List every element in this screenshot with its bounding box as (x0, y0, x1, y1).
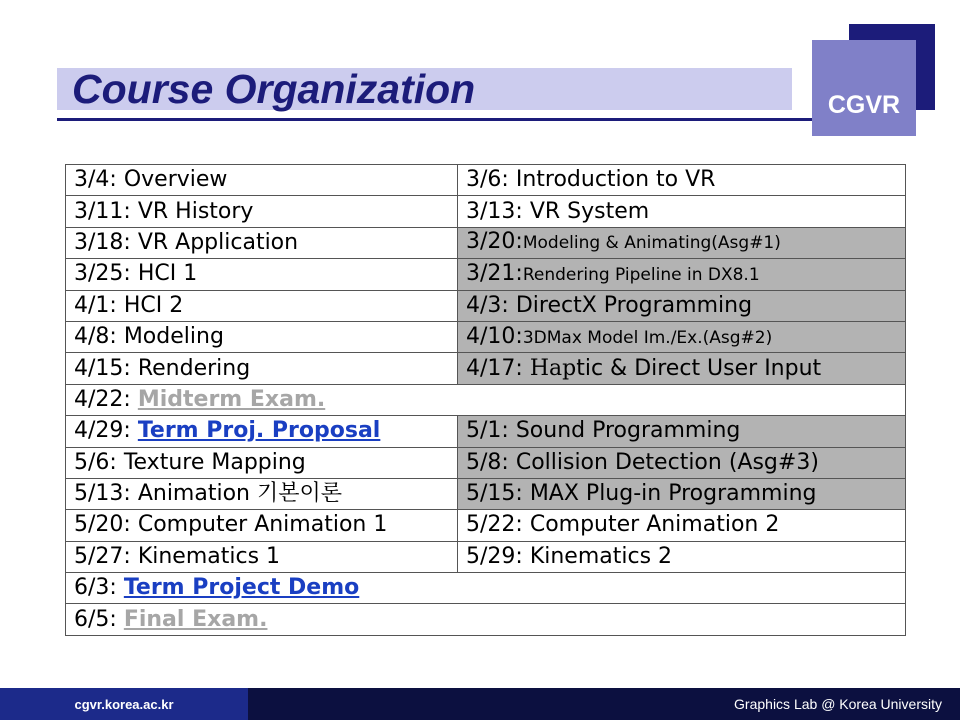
session-date: 5/29: (466, 543, 523, 569)
table-row (66, 604, 906, 635)
final-exam-link[interactable]: Final Exam. (123, 606, 268, 632)
session-topic: Kinematics 2 (529, 543, 673, 569)
term-project-demo-link[interactable]: Term Project Demo (123, 575, 360, 601)
schedule-cell-right (458, 321, 906, 352)
schedule-cell-right (458, 416, 906, 447)
schedule-cell-left (66, 353, 458, 384)
schedule-cell-right (458, 541, 906, 572)
session-date: 4/8: (74, 324, 117, 350)
schedule-cell-wide (66, 573, 906, 604)
schedule-table (65, 164, 906, 636)
session-date: 5/6: (74, 449, 117, 475)
session-date: 3/20: (466, 229, 523, 255)
session-date: 4/29: (74, 418, 131, 444)
session-topic-part: Hap (529, 355, 577, 381)
session-date: 4/1: (74, 292, 117, 318)
session-date: 6/3: (74, 575, 117, 601)
schedule-cell-right (458, 259, 906, 290)
schedule-cell-right (458, 353, 906, 384)
session-date: 4/22: (74, 386, 131, 412)
table-row (66, 573, 906, 604)
footer-credit: Graphics Lab @ Korea University (734, 696, 942, 712)
session-date: 3/4: (74, 167, 117, 193)
schedule-cell-left (66, 259, 458, 290)
session-date: 5/15: (466, 481, 523, 507)
session-topic: Kinematics 1 (137, 543, 281, 569)
session-date: 5/8: (466, 449, 509, 475)
footer-bar (0, 688, 960, 720)
table-row (66, 321, 906, 352)
schedule-cell-left (66, 290, 458, 321)
schedule-cell-left (66, 196, 458, 227)
session-date: 5/27: (74, 543, 131, 569)
session-date: 3/6: (466, 167, 509, 193)
slide-title: Course Organization (72, 66, 476, 112)
schedule-cell-left (66, 541, 458, 572)
schedule-cell-left (66, 478, 458, 509)
session-date: 3/11: (74, 198, 131, 224)
table-row (66, 165, 906, 196)
session-date: 3/13: (466, 198, 523, 224)
session-topic: Animation 기본이론 (137, 481, 342, 507)
schedule-cell-left (66, 510, 458, 541)
table-row (66, 416, 906, 447)
session-topic: HCI 2 (123, 292, 184, 318)
footer-url: cgvr.korea.ac.kr (0, 688, 248, 720)
session-date: 3/25: (74, 261, 131, 287)
table-row (66, 541, 906, 572)
table-row (66, 227, 906, 258)
schedule-cell-right (458, 165, 906, 196)
session-date: 4/3: (466, 292, 509, 318)
table-row (66, 353, 906, 384)
session-date: 5/13: (74, 481, 131, 507)
cgvr-logo: CGVR (827, 91, 901, 119)
session-topic: Computer Animation 1 (137, 512, 388, 538)
schedule-cell-wide (66, 604, 906, 635)
table-row (66, 447, 906, 478)
session-topic: Computer Animation 2 (529, 512, 780, 538)
table-row (66, 510, 906, 541)
session-date: 3/18: (74, 229, 131, 255)
schedule-cell-left (66, 165, 458, 196)
schedule-cell-right (458, 290, 906, 321)
session-date: 4/17: (466, 355, 523, 381)
session-topic: DirectX Programming (515, 292, 753, 318)
session-date: 4/10: (466, 323, 523, 349)
schedule-cell-left (66, 321, 458, 352)
schedule-cell-right (458, 227, 906, 258)
table-row (66, 259, 906, 290)
session-date: 4/15: (74, 355, 131, 381)
schedule-cell-right (458, 196, 906, 227)
session-date: 3/21: (466, 260, 523, 286)
schedule-cell-right (458, 510, 906, 541)
session-topic: Sound Programming (515, 418, 741, 444)
session-topic: VR System (529, 198, 650, 224)
session-date: 5/22: (466, 512, 523, 538)
session-date: 5/20: (74, 512, 131, 538)
schedule-cell-right (458, 447, 906, 478)
session-topic: MAX Plug-in Programming (529, 481, 817, 507)
session-topic: Modeling & Animating(Asg#1) (522, 233, 781, 254)
session-date: 6/5: (74, 606, 117, 632)
session-date: 5/1: (466, 418, 509, 444)
session-topic-part: tic & Direct User Input (576, 355, 822, 381)
table-row (66, 196, 906, 227)
session-topic: VR History (137, 198, 254, 224)
session-topic: Modeling (123, 324, 224, 350)
session-topic: VR Application (137, 229, 299, 255)
table-row (66, 478, 906, 509)
title-underline (57, 118, 812, 121)
session-topic: Introduction to VR (515, 167, 716, 193)
schedule-cell-left (66, 416, 458, 447)
session-topic: Texture Mapping (123, 449, 306, 475)
session-topic: Rendering Pipeline in DX8.1 (522, 264, 760, 285)
schedule-cell-right (458, 478, 906, 509)
schedule-cell-wide (66, 384, 906, 415)
session-topic: Overview (123, 167, 228, 193)
midterm-exam-link[interactable]: Midterm Exam. (137, 386, 326, 412)
term-proj-proposal-link[interactable]: Term Proj. Proposal (137, 418, 381, 444)
session-topic: Collision Detection (Asg#3) (515, 449, 819, 475)
table-row (66, 290, 906, 321)
schedule-cell-left (66, 227, 458, 258)
schedule-cell-left (66, 447, 458, 478)
session-topic: HCI 1 (137, 261, 198, 287)
table-row (66, 384, 906, 415)
session-topic: Rendering (137, 355, 251, 381)
session-topic: 3DMax Model Im./Ex.(Asg#2) (522, 327, 773, 348)
